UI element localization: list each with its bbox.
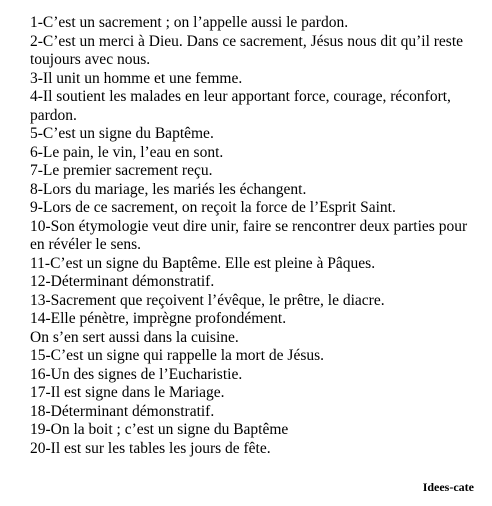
clue-11: 11-C’est un signe du Baptême. Elle est pleine à Pâques. — [30, 254, 376, 272]
clue-20: 20-Il est sur les tables les jours de fête. — [30, 439, 271, 457]
clue-7: 7-Le premier sacrement reçu. — [30, 162, 213, 179]
clue-15: 15-C’est un signe qui rappelle la mort de Jésus. — [30, 347, 325, 364]
clue-12: 12-Déterminant démonstratif. — [30, 273, 215, 290]
clue-14: 14-Elle pénètre, imprègne profondément. — [30, 310, 287, 327]
clue-16: 16-Un des signes de l’Eucharistie. — [30, 365, 243, 383]
clue-10: 10-Son étymologie veut dire unir, faire se rencontrer deux parties pour en révéler le sens. — [30, 217, 468, 253]
clue-14-continuation: On s’en sert aussi dans la cuisine. — [30, 328, 239, 346]
source-credit: Idees-cate — [422, 480, 474, 494]
clue-1: 1-C’est un sacrement ; on l’appelle aussi le pardon. — [30, 14, 349, 31]
clue-9: 9-Lors de ce sacrement, on reçoit la force de l’Esprit Saint. — [30, 199, 396, 216]
clue-6: 6-Le pain, le vin, l’eau en sont. — [30, 143, 224, 161]
clue-2: 2-C’est un merci à Dieu. Dans ce sacrement, Jésus nous dit qu’il reste toujours avec nous. — [30, 32, 464, 68]
clue-list — [30, 14, 470, 458]
clue-19: 19-On la boit ; c’est un signe du Baptême — [30, 421, 289, 438]
clue-3: 3-Il unit un homme et une femme. — [30, 69, 243, 87]
clue-4: 4-Il soutient les malades en leur apportant force, courage, réconfort, pardon. — [30, 88, 451, 124]
clue-5: 5-C’est un signe du Baptême. — [30, 125, 214, 142]
clue-18: 18-Déterminant démonstratif. — [30, 402, 215, 420]
clue-17: 17-Il est signe dans le Mariage. — [30, 384, 225, 401]
clue-13: 13-Sacrement que reçoivent l’évêque, le prêtre, le diacre. — [30, 291, 385, 309]
clue-8: 8-Lors du mariage, les mariés les échangent. — [30, 180, 307, 198]
